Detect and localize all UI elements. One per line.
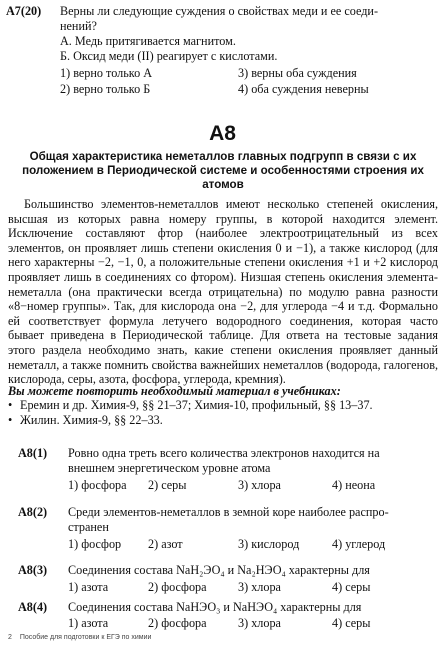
textbook-item	[8, 413, 438, 428]
section-topic: Общая характеристика неметаллов главных подгрупп в связи с их положением в Периодической системе и особенностями строения их атомов	[22, 150, 424, 192]
answer-option[interactable]: 1) фосфора	[68, 478, 127, 492]
answer-option[interactable]: 4) оба суждения неверны	[238, 82, 369, 96]
bullet-icon: •	[8, 412, 13, 427]
textbook-item	[8, 398, 438, 413]
textbook-item-text: Еремин и др. Химия-9, §§ 21–37; Химия-10, профильный, §§ 13–37.	[20, 398, 373, 412]
question-text-line: Ровно одна треть всего количества электронов находится на	[68, 446, 380, 460]
page-number: 2	[8, 634, 12, 641]
answer-option[interactable]: 2) фосфора	[148, 616, 207, 630]
answer-option[interactable]: 3) хлора	[238, 616, 281, 630]
answer-option[interactable]: 1) фосфор	[68, 537, 122, 551]
question-number: А8(1)	[18, 446, 48, 460]
question-text-line: Среди элементов-неметаллов в земной коре наиболее распро-	[68, 505, 389, 519]
question-number: А8(3)	[18, 563, 48, 577]
answer-option[interactable]: 3) кислород	[238, 537, 300, 551]
question-text-line: внешнем энергетическом уровне атома	[68, 461, 271, 475]
answer-option[interactable]: 4) неона	[332, 478, 376, 492]
answer-option[interactable]: 2) азот	[148, 537, 183, 551]
question-text-line: Верны ли следующие суждения о свойствах меди и ее соеди-	[60, 4, 379, 18]
answer-option[interactable]: 2) верно только Б	[60, 82, 151, 96]
answer-option[interactable]: 3) верны оба суждения	[238, 66, 357, 80]
answer-option[interactable]: 3) хлора	[238, 478, 281, 492]
answer-option[interactable]: 2) серы	[148, 478, 187, 492]
answer-option[interactable]: 1) верно только А	[60, 66, 153, 80]
question-text-line: нений?	[60, 19, 97, 33]
answer-option[interactable]: 3) хлора	[238, 580, 281, 594]
question-number: А8(4)	[18, 600, 48, 614]
textbook-intro: Вы можете повторить необходимый материал в учебниках:	[8, 384, 341, 398]
question-number: A7(20)	[6, 4, 42, 18]
statement-b: Б. Оксид меди (II) реагирует с кислотами.	[60, 49, 278, 63]
statement-a: А. Медь притягивается магнитом.	[60, 34, 236, 48]
section-heading: А8	[209, 122, 236, 145]
body-paragraph: Большинство элементов-неметаллов имеют несколько степеней окисления, высшая из которых равна номеру группы, в которой находится элемент. Исключение составляют фтор (наиболее электроотрицательный из всех элементов, он проявляет лишь степени окисления 0 и −1), а также кислород (для него характерны −2, −1, 0, а положительные степени окисления +1 и +2 кислород проявляет лишь в соединениях со фтором). Низшая степень окисления элемента-неметалла (она практически всегда отрицательна) по модулю равна разности «8−номер группы». Так, для кислорода она −2, для углерода −4 и т.д. Формально ей соответствует формула летучего водородного соединения, которая часто бывает приведена в Периодической таблице. Для ответа на тестовые задания этого раздела необходимо знать, какие степени окисления проявляет данный неметалл, а также помнить свойства важнейших неметаллов (водорода, галогенов, кислорода, серы, азота, фосфора, углерода, кремния).	[8, 197, 438, 387]
textbook-item-text: Жилин. Химия-9, §§ 22–33.	[20, 412, 163, 427]
answer-option[interactable]: 4) углерод	[332, 537, 386, 551]
page-footer	[8, 631, 151, 646]
question-text-line: Соединения состава NaH₂ЭО₄ и Na₂HЭО₄ характерны для	[68, 563, 370, 577]
question-text-line: странен	[68, 520, 109, 534]
footer-text: Пособие для подготовки к ЕГЭ по химии	[19, 634, 152, 641]
bullet-icon: •	[8, 398, 13, 412]
answer-option[interactable]: 2) фосфора	[148, 580, 207, 594]
question-text-line: Соединения состава NaHЭО₃ и NaHЭО₄ характерны для	[68, 600, 362, 614]
question-number: А8(2)	[18, 505, 48, 519]
answer-option[interactable]: 4) серы	[332, 580, 371, 594]
answer-option[interactable]: 4) серы	[332, 616, 371, 630]
answer-option[interactable]: 1) азота	[68, 580, 109, 594]
textbook-list	[8, 398, 438, 427]
answer-option[interactable]: 1) азота	[68, 616, 109, 630]
